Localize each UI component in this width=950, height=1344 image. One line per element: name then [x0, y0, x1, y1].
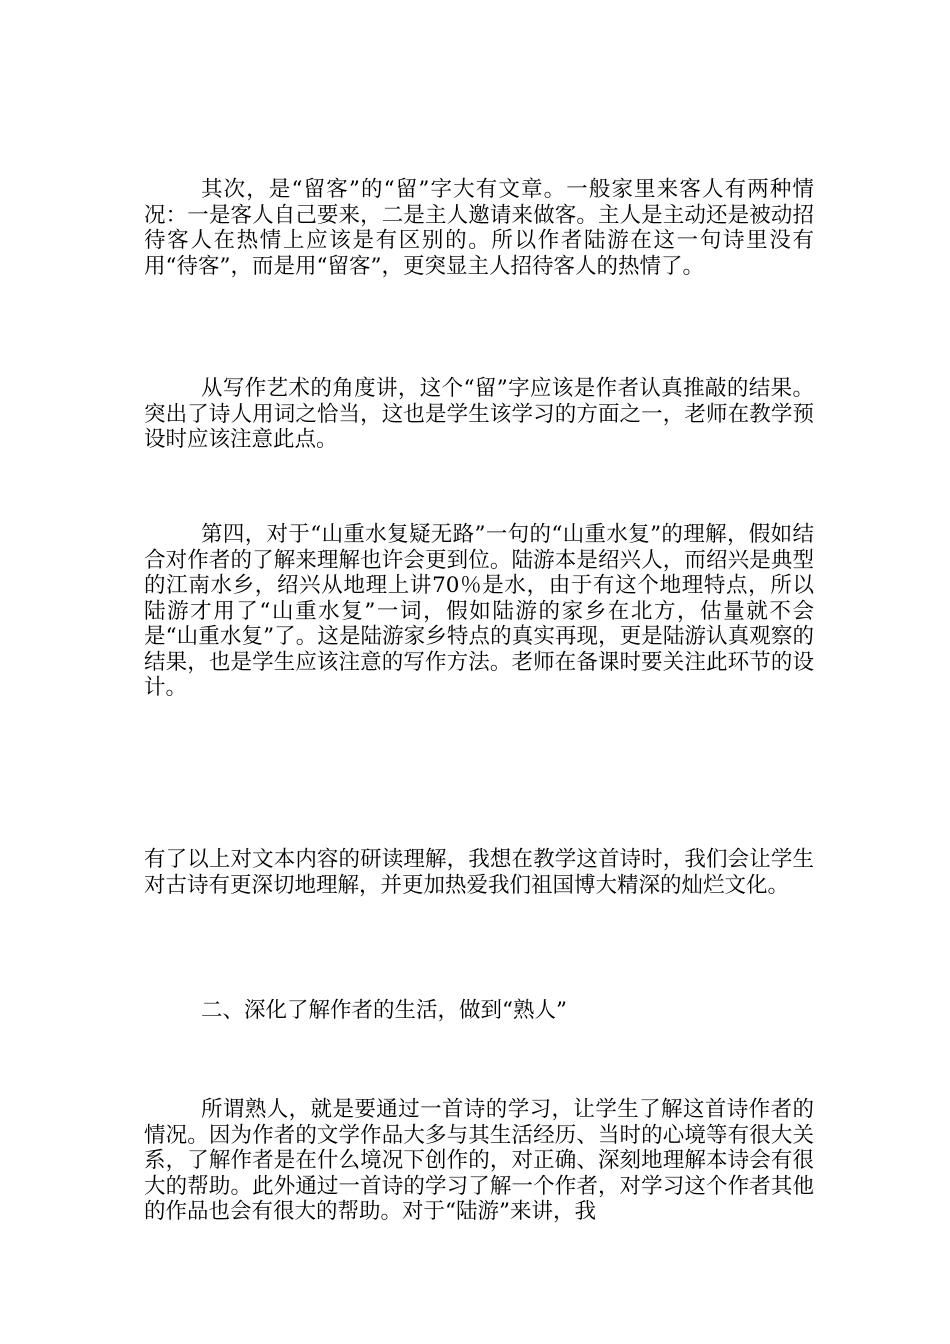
- section-heading-know-author: 二、深化了解作者的生活，做到“熟人”: [201, 998, 567, 1023]
- paragraph-fourth-point: 第四，对于“山重水复疑无路”一句的“山重水复”的理解，假如结合对作者的了解来理解也许会更到位。陆游本是绍兴人，而绍兴是典型的江南水乡，绍兴从地理上讲70％是水，由于有这个地理特点，所以陆游才用了“山重水复”一词，假如陆游的家乡在北方，估量就不会是“山重水复”了。这是陆游家乡特点的真实再现，更是陆游认真观察的结果，也是学生应该注意的写作方法。老师在备课时要关注此环节的设计。: [144, 522, 814, 700]
- paragraph-conclusion: 有了以上对文本内容的研读理解，我想在教学这首诗时，我们会让学生对古诗有更深切地理解，并更加热爱我们祖国博大精深的灿烂文化。: [144, 847, 814, 898]
- paragraph-know-author: 所谓熟人，就是要通过一首诗的学习，让学生了解这首诗作者的情况。因为作者的文学作品大多与其生活经历、当时的心境等有很大关系，了解作者是在什么境况下创作的，对正确、深刻地理解本诗会有很大的帮助。此外通过一首诗的学习了解一个作者，对学习这个作者其他的作品也会有很大的帮助。对于“陆游”来讲，我: [144, 1097, 814, 1224]
- paragraph-liu-ke: 其次，是“留客”的“留”字大有文章。一般家里来客人有两种情况：一是客人自己要来，二是主人邀请来做客。主人是主动还是被动招待客人在热情上应该是有区别的。所以作者陆游在这一句诗里没有用“待客”，而是用“留客”，更突显主人招待客人的热情了。: [144, 177, 814, 279]
- paragraph-writing-art: 从写作艺术的角度讲，这个“留”字应该是作者认真推敲的结果。突出了诗人用词之恰当，这也是学生该学习的方面之一，老师在教学预设时应该注意此点。: [144, 376, 814, 452]
